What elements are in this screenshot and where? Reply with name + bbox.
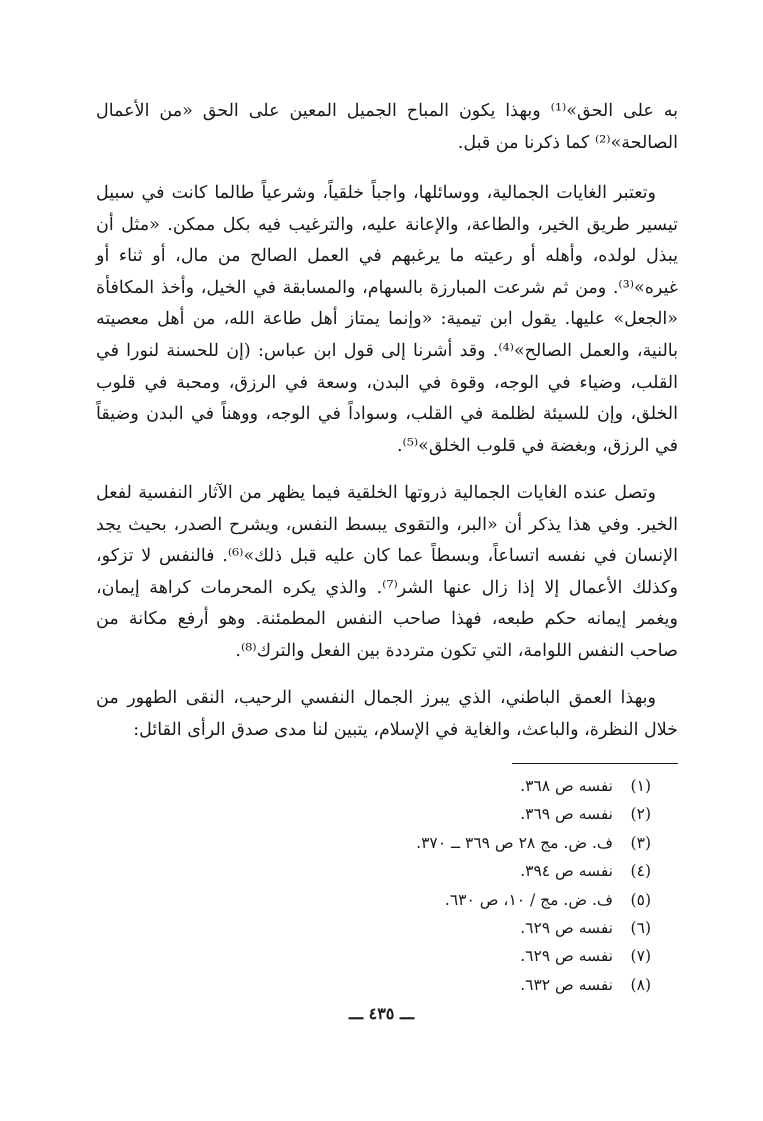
paragraph-text: وتعتبر الغايات الجمالية، ووسائلها، واجباً خلقياً، وشرعياً طالما كانت في سبيل تيسير طريق الخير، والطاعة، والإعانة عليه، والترغيب فيه بكل ممكن. «مثل أن يبذل لولده، وأهله أو رعيته ما يرغبهم في العمل الصالح من مال، أو ثناء أو غيره»⁽³⁾. ومن ثم شرعت المبارزة بالسهام، والمسابقة في الخيل، وأخذ المكافأة «الجعل» عليها. يقول ابن تيمية: «وإنما يمتاز أهل طاعة الله، من أهل معصيته بالنية، والعمل الصالح»⁽⁴⁾. وقد أشرنا إلى قول ابن عباس: (إن للحسنة لنورا في القلب، وضياء في الوجه، وقوة في البدن، وسعة في الرزق، ومحبة في قلوب الخلق، وإن للسيئة لظلمة في القلب، وسواداً في الوجه، ووهناً في البدن وضيقاً في الرزق، وبغضة في قلوب الخلق»⁽⁵⁾. [96,183,678,456]
footnote-item [416,800,651,828]
footnote-text: ف. ض. مج / ١٠، ص ٦٣٠. [444,890,613,909]
footnote-text: نفسه ص ٣٩٤. [520,862,613,881]
footnote-separator [512,763,678,764]
footnote-text: ف. ض. مج ٢٨ ص ٣٦٩ ــ ٣٧٠. [416,833,613,852]
footnote-list [416,772,651,999]
footnote-item [416,857,651,885]
footnote-item [416,886,651,914]
footnote-number: (١) [630,777,651,795]
body-paragraph [96,478,678,668]
footnote-text: نفسه ص ٦٢٩. [520,947,613,966]
paragraph-text: وبهذا العمق الباطني، الذي يبرز الجمال النفسي الرحيب، النقى الطهور من خلال النظرة، والباعث، والغاية في الإسلام، يتبين لنا مدى صدق الرأى القائل: [96,688,678,740]
paragraph-text: وتصل عنده الغايات الجمالية ذروتها الخلقية فيما يظهر من الآثار النفسية لفعل الخير. وفي هذا يذكر أن «البر، والتقوى يبسط النفس، ويشرح الصدر، بحيث يجد الإنسان في نفسه اتساعاً، وبسطاً عما كان عليه قبل ذلك»⁽⁶⁾. فالنفس لا تزكو، وكذلك الأعمال إلا إذا زال عنها الشر⁽⁷⁾. والذي يكره المحرمات كراهة إيمان، ويغمر إيمانه حكم طبعه، فهذا صاحب النفس المطمئنة. وهو أرفع مكانة من صاحب النفس اللوامة، التي تكون مترددة بين الفعل والترك⁽⁸⁾. [96,483,678,661]
footnote-number: (٥) [630,890,651,909]
footnote-number: (٣) [630,833,651,852]
footnote-item [416,942,651,970]
body-paragraph [96,683,678,746]
footnote-number: (٢) [630,805,651,824]
footnote-item [416,971,651,999]
footnote-number: (٨) [630,975,651,994]
footnote-text: نفسه ص ٦٣٢. [520,975,613,994]
footnote-number: (٦) [630,919,651,938]
footnote-item [416,829,651,857]
footnote-text: نفسه ص ٣٦٨. [520,777,613,795]
paragraph-text: به على الحق»⁽¹⁾ وبهذا يكون المباح الجميل المعين على الحق «من الأعمال الصالحة»⁽²⁾ كما ذكرنا من قبل. [96,101,678,153]
body-paragraph [96,178,678,462]
footnote-text: نفسه ص ٦٢٩. [520,919,613,938]
body-paragraph-continuation [96,96,678,159]
footnote-text: نفسه ص ٣٦٩. [520,805,613,824]
footnote-number: (٤) [630,862,651,881]
page-number: ـــ ٤٣٥ ـــ [348,1004,415,1023]
footnote-item [416,914,651,942]
footnote-number: (٧) [630,947,651,966]
footnote-item [416,772,651,800]
